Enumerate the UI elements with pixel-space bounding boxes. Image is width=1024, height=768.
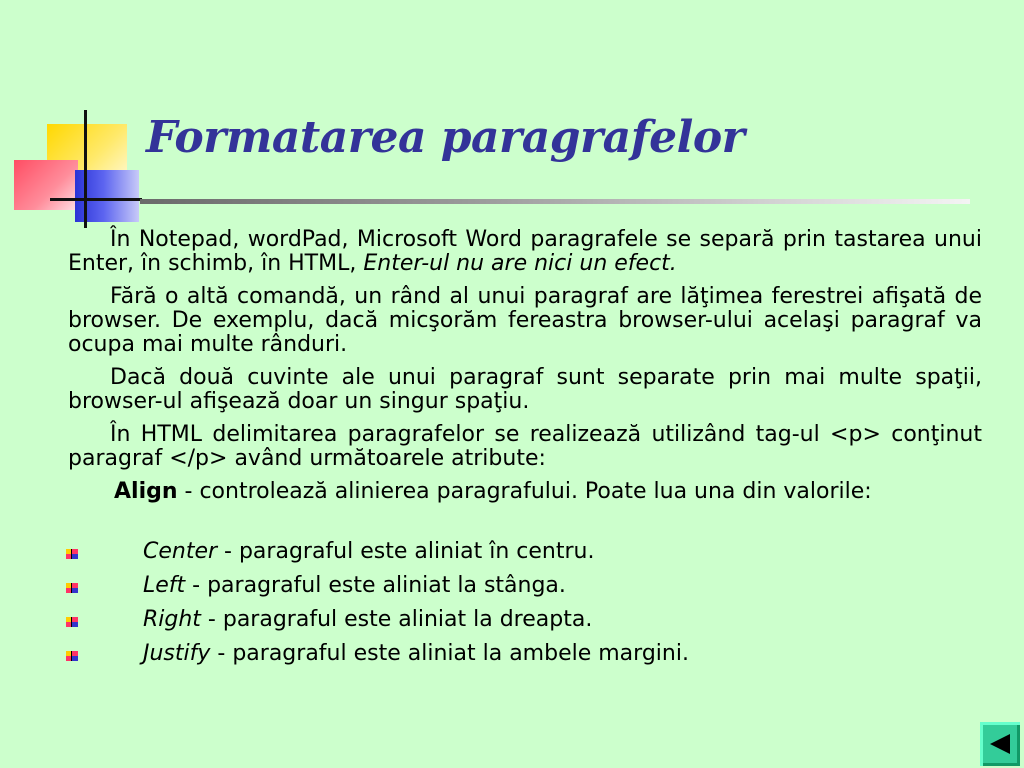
- bullet-icon: [66, 651, 78, 661]
- back-button[interactable]: [980, 722, 1020, 766]
- list-item-term: Center: [143, 539, 218, 564]
- list-item-term: Right: [143, 607, 201, 632]
- list-item-term: Left: [143, 573, 186, 598]
- paragraph-1: [68, 228, 982, 276]
- align-term: Align: [114, 479, 178, 504]
- list-item-desc: - paragraful este aliniat în centru.: [217, 539, 595, 564]
- slide-body: [68, 228, 982, 514]
- list-item-desc: - paragraful este aliniat la stânga.: [185, 573, 566, 598]
- paragraph-2: Fără o altă comandă, un rând al unui paragraf are lăţimea ferestrei afişată de browser. De exemplu, dacă micşorăm fereastra browser-ului acelaşi paragraf va ocupa mai multe rânduri.: [68, 284, 982, 357]
- list-item-text: [143, 608, 592, 632]
- list-item-term: Justify: [143, 641, 211, 666]
- align-paragraph: [68, 480, 982, 504]
- title-divider: [140, 199, 970, 204]
- list-item-text: [143, 574, 566, 598]
- bullet-icon: [66, 583, 78, 593]
- align-desc: - controlează alinierea paragrafului. Poate lua una din valorile:: [177, 479, 872, 504]
- paragraph-4: În HTML delimitarea paragrafelor se realizează utilizând tag-ul <p> conţinut paragraf </p> având următoarele atribute:: [68, 422, 982, 471]
- list-item-desc: - paragraful este aliniat la dreapta.: [200, 607, 593, 632]
- slide-logo: [0, 0, 160, 240]
- paragraph-1-text: În Notepad, wordPad, Microsoft Word paragrafele se separă prin tastarea unui Enter, în schimb, în HTML,: [68, 227, 982, 276]
- list-item-desc: - paragraful este aliniat la ambele margini.: [210, 641, 689, 666]
- bullet-icon: [66, 617, 78, 627]
- logo-red-square: [14, 160, 78, 210]
- logo-vertical-line: [84, 110, 87, 228]
- logo-horizontal-line: [50, 198, 142, 201]
- list-item-text: [143, 540, 594, 564]
- bullet-icon: [66, 549, 78, 559]
- list-item-text: [143, 642, 689, 666]
- paragraph-3: Dacă două cuvinte ale unui paragraf sunt separate prin mai multe spaţii, browser-ul afişează doar un singur spaţiu.: [68, 365, 982, 414]
- back-arrow-icon: [988, 732, 1012, 756]
- paragraph-1-italic: Enter-ul nu are nici un efect.: [363, 251, 677, 276]
- slide-title: Formatarea paragrafelor: [146, 112, 745, 163]
